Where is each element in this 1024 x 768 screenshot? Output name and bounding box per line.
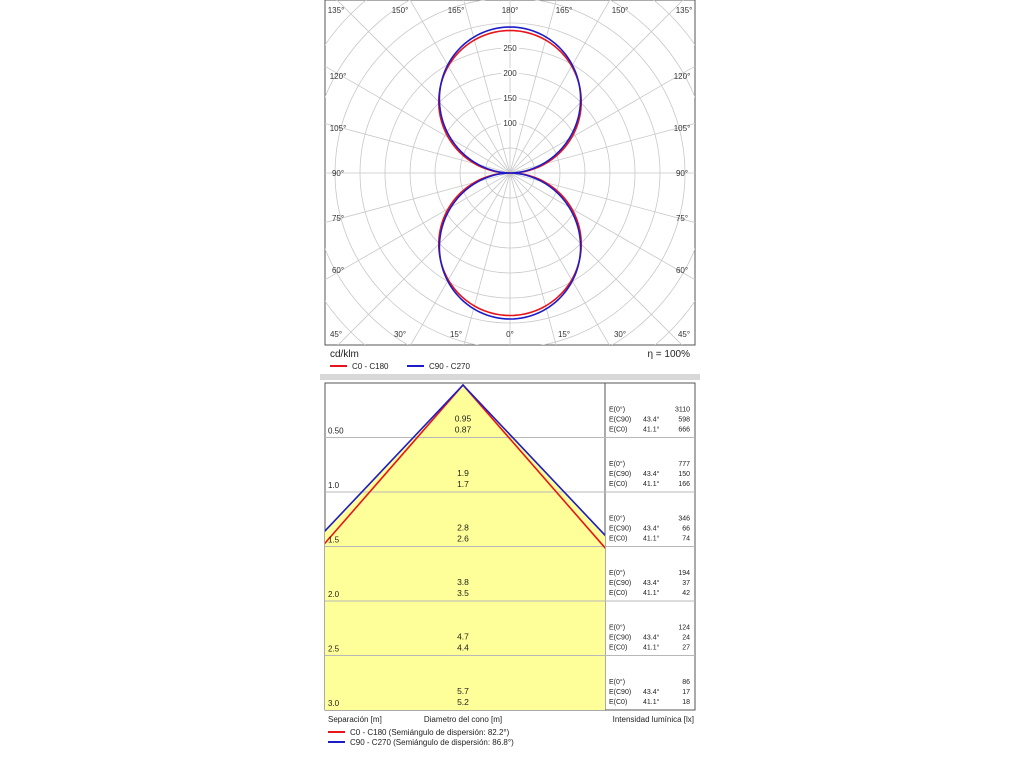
cone-diameter-c0: 4.4: [457, 642, 469, 653]
illum-label-e0: E(0°): [609, 515, 626, 523]
illum-label-ec0: E(C0): [609, 644, 628, 652]
legend-label-c90: C90 - C270: [429, 362, 470, 371]
cone-diameter-c90: 2.8: [457, 522, 469, 533]
angle-label-left: 60°: [331, 266, 345, 275]
illum-angle-ec0: 41.1°: [643, 535, 660, 543]
illum-value-e0: 346: [678, 515, 690, 523]
angle-label-top: 150°: [391, 6, 409, 15]
illum-angle-e90: 43.4°: [643, 689, 660, 696]
illum-label-ec0: E(C0): [609, 481, 628, 488]
illum-value-ec0: 18: [682, 699, 690, 706]
angle-label-top: 165°: [555, 6, 573, 15]
radial-tick-label: 100: [503, 119, 517, 128]
unit-label: cd/klm: [330, 349, 359, 360]
illum-label-e90: E(C90): [609, 471, 632, 478]
cone-diameter-c90: 3.8: [457, 577, 469, 587]
illum-value-ec0: 27: [682, 644, 690, 652]
photometric-sheet: [320, 0, 700, 768]
illum-angle-ec0: 41.1°: [643, 590, 660, 597]
illum-value-ec0: 166: [678, 481, 690, 488]
illum-value-ec0: 74: [682, 535, 690, 543]
angle-label-top: 165°: [447, 6, 465, 15]
illum-label-ec0: E(C0): [609, 426, 628, 434]
illum-value-e90: 17: [682, 689, 690, 696]
cone-diameter-c90: 1.9: [457, 468, 469, 478]
xlabel-diameter: Diametro del cono [m]: [423, 715, 503, 724]
radial-tick-label: 200: [503, 69, 517, 78]
illum-label-e90: E(C90): [609, 634, 632, 642]
angle-label-bottom: 45°: [329, 330, 343, 339]
illum-label-ec0: E(C0): [609, 699, 628, 706]
illum-angle-ec0: 41.1°: [643, 644, 660, 652]
angle-label-bottom: 15°: [557, 330, 571, 339]
cone-diameter-c0: 5.2: [457, 697, 469, 707]
cone-height-label: 1.5: [328, 535, 340, 545]
angle-label-bottom: 30°: [393, 330, 407, 339]
cone-legend-label-c90: C90 - C270 (Semiángulo de dispersión: 86.8°): [350, 738, 514, 747]
illum-value-e90: 24: [682, 634, 690, 642]
illum-angle-e90: 43.4°: [643, 525, 660, 533]
cone-diameter-c0: 1.7: [457, 479, 469, 489]
cone-height-label: 2.5: [328, 644, 340, 654]
radial-tick-label: 250: [503, 44, 517, 53]
angle-label-bottom: 45°: [677, 330, 691, 339]
cone-diameter-c90: 0.95: [454, 413, 472, 424]
angle-label-bottom: 30°: [613, 330, 627, 339]
illum-value-e90: 150: [678, 471, 690, 478]
angle-label-left: 90°: [331, 169, 345, 178]
illum-angle-e90: 43.4°: [643, 471, 660, 478]
polar-diagram: [320, 0, 700, 380]
illum-label-e0: E(0°): [609, 570, 626, 577]
illum-label-e0: E(0°): [609, 679, 626, 686]
illum-angle-ec0: 41.1°: [643, 481, 660, 488]
cone-height-label: 1.0: [328, 481, 340, 490]
angle-label-top: 135°: [327, 6, 345, 15]
angle-label-top: 135°: [675, 6, 693, 15]
angle-label-bottom: 15°: [449, 330, 463, 339]
illum-value-e90: 37: [682, 580, 690, 587]
cone-legend-label-c0: C0 - C180 (Semiángulo de dispersión: 82.2°): [350, 728, 510, 737]
illum-value-ec0: 666: [678, 426, 690, 434]
illum-label-e90: E(C90): [609, 525, 632, 533]
illum-label-e0: E(0°): [609, 406, 626, 414]
cone-diameter-c0: 0.87: [454, 424, 472, 435]
illum-value-e0: 124: [678, 624, 690, 632]
angle-label-left: 105°: [329, 124, 347, 133]
xlabel-intensity: Intensidad lumínica [lx]: [612, 715, 694, 724]
illum-label-e0: E(0°): [609, 461, 626, 468]
illum-label-e90: E(C90): [609, 689, 632, 696]
illum-angle-e90: 43.4°: [643, 634, 660, 642]
illum-label-ec0: E(C0): [609, 535, 628, 543]
efficiency-label: η = 100%: [647, 349, 690, 360]
illum-label-ec0: E(C0): [609, 590, 628, 597]
illum-value-e0: 3110: [674, 406, 690, 414]
illum-angle-e90: 43.4°: [643, 416, 660, 424]
cone-height-label: 3.0: [328, 699, 340, 708]
angle-label-right: 90°: [675, 169, 689, 178]
angle-label-top: 180°: [501, 6, 519, 15]
legend-label-c0: C0 - C180: [352, 362, 389, 371]
illum-label-e90: E(C90): [609, 580, 632, 587]
cone-height-label: 2.0: [328, 590, 340, 599]
xlabel-separation: Separación [m]: [328, 715, 382, 724]
illum-angle-e90: 43.4°: [643, 580, 660, 587]
cone-diameter-c90: 4.7: [457, 631, 469, 642]
illum-value-e0: 86: [682, 679, 690, 686]
illum-label-e0: E(0°): [609, 624, 626, 632]
illum-label-e90: E(C90): [609, 416, 632, 424]
cone-diameter-c90: 5.7: [457, 686, 469, 696]
illum-angle-ec0: 41.1°: [643, 699, 660, 706]
angle-label-left: 75°: [331, 214, 345, 223]
illum-angle-ec0: 41.1°: [643, 426, 660, 434]
angle-label-bottom: 0°: [506, 330, 514, 339]
angle-label-right: 75°: [675, 214, 689, 223]
cone-height-label: 0.50: [328, 426, 344, 436]
angle-label-right: 60°: [675, 266, 689, 275]
illum-value-e90: 598: [678, 416, 690, 424]
angle-label-right: 105°: [673, 124, 691, 133]
illum-value-e0: 194: [678, 570, 690, 577]
cone-diameter-c0: 3.5: [457, 588, 469, 598]
radial-tick-label: 150: [503, 94, 517, 103]
angle-label-top: 150°: [611, 6, 629, 15]
illum-value-ec0: 42: [682, 590, 690, 597]
illum-value-e90: 66: [682, 525, 690, 533]
angle-label-right: 120°: [673, 72, 691, 81]
angle-label-left: 120°: [329, 72, 347, 81]
cone-diagram: [320, 380, 700, 768]
illum-value-e0: 777: [678, 461, 690, 468]
cone-diameter-c0: 2.6: [457, 533, 469, 544]
